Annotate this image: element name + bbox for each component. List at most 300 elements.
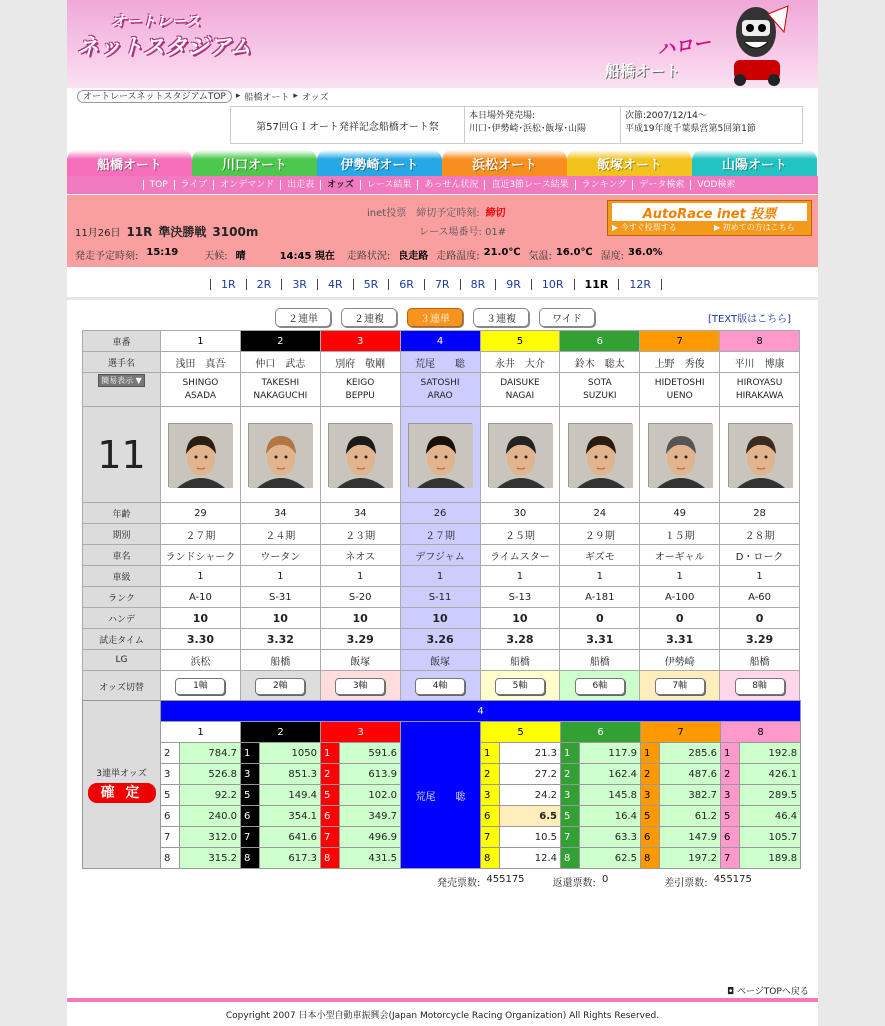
home-track: 伊勢崎 <box>640 650 720 671</box>
race-link-9[interactable]: 9R <box>495 279 531 290</box>
home-track: 船橋 <box>480 650 560 671</box>
event-title: 第57回ＧＩオート発祥記念船橋オート祭 <box>231 107 465 143</box>
menu-item-11[interactable]: VOD検索 <box>690 180 741 190</box>
odds-value[interactable]: 285.6 <box>660 743 721 764</box>
menu-item-2[interactable]: ライブ <box>174 180 213 190</box>
romaji-first: TAKESHI <box>261 377 300 388</box>
page-top-link[interactable] <box>727 984 809 997</box>
odds-third-car: 5 <box>241 785 260 806</box>
text-version-link[interactable]: [TEXT版はこちら] <box>708 314 792 325</box>
page-top-label[interactable]: ページTOPへ戻る <box>736 987 809 997</box>
bike-class: 1 <box>161 566 241 587</box>
row-trial <box>83 629 800 650</box>
odds-value[interactable]: 10.5 <box>500 827 561 848</box>
place-number <box>419 223 506 238</box>
place-label: レース場番号: <box>419 227 482 238</box>
menu-item-6[interactable]: レース結果 <box>360 180 418 190</box>
odds-value[interactable]: 526.8 <box>180 764 241 785</box>
romaji-last: HIRAKAWA <box>735 390 784 401</box>
odds-value[interactable]: 354.1 <box>260 806 321 827</box>
menu-item-9[interactable]: ランキング <box>575 180 633 190</box>
race-link-12[interactable]: 12R <box>618 279 662 290</box>
romaji-first: HIROYASU <box>736 377 783 388</box>
odds-third-car: 5 <box>321 785 340 806</box>
odds-third-car: 1 <box>721 743 740 764</box>
odds-third-car: 1 <box>481 743 500 764</box>
bike-name: デフジャム <box>400 545 480 566</box>
axis-button[interactable]: 1軸 <box>175 678 225 695</box>
axis-button[interactable]: 3軸 <box>335 678 385 695</box>
rider-photo-cell <box>640 407 720 503</box>
odds-side-label <box>83 701 161 869</box>
race-link-1[interactable]: 1R <box>210 279 246 290</box>
car-number: 7 <box>640 331 720 352</box>
odds-value[interactable]: 382.7 <box>660 785 721 806</box>
odds-value[interactable]: 349.7 <box>340 806 401 827</box>
rider-term: ２４期 <box>240 524 320 545</box>
race-link-3[interactable]: 3R <box>281 279 317 290</box>
odds-switch-cell <box>240 671 320 703</box>
odds-third-car: 8 <box>321 848 340 869</box>
axis-rider-name: 荒尾 聡 <box>415 791 466 803</box>
rider-name[interactable]: 浅田 真吾 <box>161 352 241 373</box>
axis-rider-cell <box>401 722 481 869</box>
home-track: 船橋 <box>560 650 640 671</box>
odds-value[interactable]: 431.5 <box>340 848 401 869</box>
rider-photo[interactable] <box>728 423 792 487</box>
car-number: 1 <box>161 331 241 352</box>
air-temp-label: 気温: <box>528 251 552 262</box>
race-distance: 3100m <box>212 225 259 239</box>
romaji-last: NAGAI <box>505 390 535 401</box>
menu-item-10[interactable]: データ検索 <box>632 180 690 190</box>
odds-third-car: 2 <box>161 743 180 764</box>
odds-value[interactable]: 27.2 <box>500 764 561 785</box>
odds-switch-cell <box>320 671 400 703</box>
rider-photo[interactable] <box>648 423 712 487</box>
tab-track-2[interactable]: 川口オート <box>192 150 317 176</box>
odds-value[interactable]: 145.8 <box>580 785 641 806</box>
tab-track-1[interactable]: 船橋オート <box>67 150 192 176</box>
rider-rank: S-31 <box>240 587 320 608</box>
odds-switch-cell <box>560 671 640 703</box>
odds-value[interactable]: 147.9 <box>660 827 721 848</box>
rider-romaji <box>240 373 320 407</box>
breadcrumb <box>77 89 329 103</box>
axis-number: 4 <box>161 701 801 722</box>
car-number: 3 <box>320 331 400 352</box>
odds-value[interactable]: 12.4 <box>500 848 561 869</box>
odds-value[interactable]: 92.2 <box>180 785 241 806</box>
trial-time: 3.26 <box>400 629 480 650</box>
sold-label: 発売票数: <box>437 878 481 889</box>
header-track-name: 船橋オート <box>605 62 681 80</box>
race-number: 11R <box>126 225 153 239</box>
bike-name: ウータン <box>240 545 320 566</box>
rider-rank: S-13 <box>480 587 560 608</box>
race-link-11[interactable]: 11R <box>574 279 619 290</box>
odds-switch-cell <box>400 671 480 703</box>
first-time-link[interactable]: ▶ 初めての方はこちら <box>714 223 795 232</box>
chevron-right-icon: ▸ <box>293 91 298 101</box>
rider-term: ２８期 <box>720 524 800 545</box>
romaji-last: BEPPU <box>345 390 375 401</box>
rider-photo[interactable] <box>328 423 392 487</box>
next-event-date: 次節:2007/12/14〜 <box>625 111 707 121</box>
handicap: 10 <box>240 608 320 629</box>
odds-value[interactable]: 16.4 <box>580 806 641 827</box>
odds-third-car: 1 <box>641 743 660 764</box>
trial-time: 3.32 <box>240 629 320 650</box>
rank-label: ランク <box>83 587 161 608</box>
odds-third-car: 7 <box>321 827 340 848</box>
tab-track-6[interactable]: 山陽オート <box>692 150 817 176</box>
inet-deadline <box>367 204 506 219</box>
display-select[interactable] <box>98 374 145 387</box>
divider <box>67 297 818 300</box>
home-track: 浜松 <box>161 650 241 671</box>
site-header <box>67 0 818 88</box>
odds-third-car: 3 <box>561 785 580 806</box>
odds-value[interactable]: 315.2 <box>180 848 241 869</box>
next-event-info <box>621 107 802 143</box>
bike-class: 1 <box>240 566 320 587</box>
odds-third-car: 6 <box>481 806 500 827</box>
rider-photo-cell <box>720 407 800 503</box>
menu-item-7[interactable]: あっせん状況 <box>417 180 484 190</box>
romaji-first: DAISUKE <box>500 377 540 388</box>
romaji-last: ASADA <box>184 390 216 401</box>
trial-time: 3.29 <box>320 629 400 650</box>
axis-button[interactable]: 6軸 <box>575 678 625 695</box>
car-number: 2 <box>240 331 320 352</box>
odds-col-header: 8 <box>721 722 801 743</box>
rider-photo[interactable] <box>408 423 472 487</box>
inet-banner[interactable] <box>607 200 812 236</box>
home-track: 飯塚 <box>400 650 480 671</box>
race-link-4[interactable]: 4R <box>317 279 353 290</box>
next-event-name: 平成19年度千葉県営第5回第1節 <box>625 124 756 134</box>
air-temp: 16.0℃ <box>555 247 593 258</box>
odds-third-car: 1 <box>241 743 260 764</box>
odds-value[interactable]: 117.9 <box>580 743 641 764</box>
odds-value[interactable]: 312.0 <box>180 827 241 848</box>
rider-name[interactable]: 別府 敬剛 <box>320 352 400 373</box>
odds-value[interactable]: 641.6 <box>260 827 321 848</box>
humidity: 36.0% <box>628 247 663 258</box>
rider-romaji <box>560 373 640 407</box>
vote-now-link[interactable]: ▶ 今すぐ投票する <box>612 223 677 232</box>
menu-item-4[interactable]: 出走表 <box>280 180 320 190</box>
rider-term: １５期 <box>640 524 720 545</box>
entry-table <box>82 330 800 703</box>
odds-third-car: 2 <box>641 764 660 785</box>
odds-value[interactable]: 149.4 <box>260 785 321 806</box>
odds-value[interactable]: 189.8 <box>740 848 801 869</box>
race-link-10[interactable]: 10R <box>531 279 574 290</box>
rider-label: 選手名 <box>83 352 161 373</box>
menu-item-1[interactable]: TOP <box>143 180 174 190</box>
odds-value[interactable]: 61.2 <box>660 806 721 827</box>
romaji-first: SOTA <box>587 377 612 388</box>
bike-class: 1 <box>560 566 640 587</box>
menu-item-8[interactable]: 直近3節レース結果 <box>484 180 574 190</box>
odds-col-header: 5 <box>481 722 561 743</box>
home-track: 船橋 <box>720 650 800 671</box>
odds-third-car: 6 <box>161 806 180 827</box>
row-handicap <box>83 608 800 629</box>
rider-name[interactable]: 仲口 武志 <box>240 352 320 373</box>
odds-switch-cell <box>480 671 560 703</box>
odds-value[interactable]: 162.4 <box>580 764 641 785</box>
odds-value[interactable]: 1050 <box>260 743 321 764</box>
odds-value[interactable]: 24.2 <box>500 785 561 806</box>
sold-count: 455175 <box>486 874 525 885</box>
odds-value[interactable]: 21.3 <box>500 743 561 764</box>
odds-col-header: 3 <box>321 722 401 743</box>
breadcrumb-home[interactable]: オートレースネットスタジアムTOP <box>77 90 232 103</box>
odds-value[interactable]: 63.3 <box>580 827 641 848</box>
lg-label: LG <box>83 650 161 671</box>
rider-term: ２５期 <box>480 524 560 545</box>
odds-value[interactable]: 46.4 <box>740 806 801 827</box>
tab-track-4[interactable]: 浜松オート <box>442 150 567 176</box>
row-bike <box>83 545 800 566</box>
site-logo[interactable]: ネットスタジアム <box>77 35 252 60</box>
row-term <box>83 524 800 545</box>
row-car <box>83 331 800 352</box>
axis-button[interactable]: 5軸 <box>495 678 545 695</box>
odds-third-car: 2 <box>721 764 740 785</box>
odds-col-header: 6 <box>561 722 641 743</box>
odds-third-car: 8 <box>161 848 180 869</box>
odds-third-car: 5 <box>561 806 580 827</box>
bet-type-button-2[interactable]: ２連複 <box>341 308 397 327</box>
odds-value[interactable]: 192.8 <box>740 743 801 764</box>
odds-value[interactable]: 784.7 <box>180 743 241 764</box>
odds-value[interactable]: 102.0 <box>340 785 401 806</box>
breadcrumb-track[interactable]: 船橋オート <box>244 92 290 103</box>
net-count: 455175 <box>713 874 752 885</box>
chevron-down-icon: ▼ <box>133 376 142 385</box>
bike-class: 1 <box>400 566 480 587</box>
romaji-first: SATOSHI <box>420 377 460 388</box>
rider-photo[interactable] <box>568 423 632 487</box>
odds-third-car: 1 <box>321 743 340 764</box>
bike-class: 1 <box>320 566 400 587</box>
odds-value[interactable]: 496.9 <box>340 827 401 848</box>
odds-third-car: 8 <box>561 848 580 869</box>
current-time: 14:45 現在 <box>279 251 335 262</box>
odds-third-car: 2 <box>481 764 500 785</box>
rider-rank: A-10 <box>161 587 241 608</box>
handicap: 10 <box>161 608 241 629</box>
car-number: 4 <box>400 331 480 352</box>
rider-romaji <box>320 373 400 407</box>
trial-time: 3.29 <box>720 629 800 650</box>
odds-value[interactable]: 591.6 <box>340 743 401 764</box>
rider-name[interactable]: 永井 大介 <box>480 352 560 373</box>
car-number: 5 <box>480 331 560 352</box>
humidity-label: 湿度: <box>600 251 624 262</box>
axis-button[interactable]: 8軸 <box>735 678 785 695</box>
race-link-5[interactable]: 5R <box>353 279 389 290</box>
odds-value[interactable]: 426.1 <box>740 764 801 785</box>
rider-age: 30 <box>480 503 560 524</box>
trial-time: 3.31 <box>560 629 640 650</box>
rider-term: ２９期 <box>560 524 640 545</box>
place-value: 01# <box>485 227 507 238</box>
page <box>67 0 818 1026</box>
venue-list: 川口･伊勢崎･浜松･飯塚･山陽 <box>469 124 587 134</box>
odds-third-car: 3 <box>641 785 660 806</box>
odds-third-car: 7 <box>721 848 740 869</box>
rider-romaji <box>480 373 560 407</box>
menu-item-3[interactable]: オンデマンド <box>213 180 280 190</box>
bet-type-buttons <box>275 308 595 327</box>
odds-value[interactable]: 6.5 <box>500 806 561 827</box>
rider-rank: S-11 <box>400 587 480 608</box>
rider-photo-cell <box>320 407 400 503</box>
odds-value[interactable]: 105.7 <box>740 827 801 848</box>
row-rank <box>83 587 800 608</box>
odds-third-car: 7 <box>241 827 260 848</box>
bet-type-button-4[interactable]: ３連複 <box>473 308 529 327</box>
odds-col-header: 2 <box>241 722 321 743</box>
odds-third-car: 7 <box>481 827 500 848</box>
inet-status: 締切 <box>485 208 506 219</box>
odds-col-header-row <box>83 722 801 743</box>
trial-time: 3.30 <box>161 629 241 650</box>
rider-romaji <box>161 373 241 407</box>
bike-name: ギズモ <box>560 545 640 566</box>
bike-name: ライムスター <box>480 545 560 566</box>
race-number-cell: 11 <box>83 407 161 503</box>
rider-name[interactable]: 平川 博康 <box>720 352 800 373</box>
race-link-8[interactable]: 8R <box>460 279 496 290</box>
rider-name[interactable]: 荒尾 聡 <box>400 352 480 373</box>
bike-name: ネオス <box>320 545 400 566</box>
axis-button[interactable]: 2軸 <box>255 678 305 695</box>
odds-value[interactable]: 197.2 <box>660 848 721 869</box>
handicap: 0 <box>560 608 640 629</box>
handicap: 10 <box>320 608 400 629</box>
odds-third-car: 5 <box>161 785 180 806</box>
odds-value[interactable]: 62.5 <box>580 848 641 869</box>
odds-value[interactable]: 617.3 <box>260 848 321 869</box>
bike-class: 1 <box>480 566 560 587</box>
greeting-text: ハロー <box>656 32 713 61</box>
odds-third-car: 8 <box>481 848 500 869</box>
home-track: 船橋 <box>240 650 320 671</box>
bet-type-button-5[interactable]: ワイド <box>539 308 595 327</box>
odds-value[interactable]: 851.3 <box>260 764 321 785</box>
odds-third-car: 7 <box>561 827 580 848</box>
odds-third-car: 6 <box>321 806 340 827</box>
odds-switch-cell <box>720 671 800 703</box>
race-link-2[interactable]: 2R <box>246 279 282 290</box>
rider-age: 28 <box>720 503 800 524</box>
romaji-last: NAKAGUCHI <box>253 390 308 401</box>
odds-switch-cell <box>161 671 241 703</box>
romaji-first: SHINGO <box>182 377 219 388</box>
row-age <box>83 503 800 524</box>
rider-photo[interactable] <box>488 423 552 487</box>
odds-switch-cell <box>640 671 720 703</box>
rider-photo[interactable] <box>168 423 232 487</box>
race-name: 準決勝戦 <box>158 225 207 239</box>
rider-romaji <box>400 373 480 407</box>
sub-menu <box>67 176 818 194</box>
axis-button[interactable]: 7軸 <box>655 678 705 695</box>
weather: 晴 <box>235 251 246 262</box>
class-label: 車級 <box>83 566 161 587</box>
tab-track-3[interactable]: 伊勢崎オート <box>317 150 442 176</box>
logo-subtitle: オートレース <box>111 12 201 30</box>
odds-value[interactable]: 240.0 <box>180 806 241 827</box>
odds-col-header: 7 <box>641 722 721 743</box>
rider-name[interactable]: 上野 秀俊 <box>640 352 720 373</box>
returned-count: 0 <box>601 874 609 885</box>
odds-value[interactable]: 289.5 <box>740 785 801 806</box>
weather-label: 天候: <box>204 251 228 262</box>
odds-axis-row <box>83 701 801 722</box>
row-switch <box>83 671 800 703</box>
menu-item-5[interactable]: オッズ <box>320 180 360 190</box>
inet-label: inet投票 締切予定時刻: <box>367 208 480 219</box>
bet-type-button-1[interactable]: ２連単 <box>275 308 331 327</box>
venue-info <box>465 107 621 143</box>
romaji-first: KEIGO <box>346 377 375 388</box>
axis-button[interactable]: 4軸 <box>415 678 465 695</box>
odds-third-car: 3 <box>161 764 180 785</box>
net-label: 差引票数: <box>664 878 708 889</box>
start-time: 15:19 <box>146 247 179 258</box>
race-link-6[interactable]: 6R <box>388 279 424 290</box>
rider-name[interactable]: 鈴木 聡太 <box>560 352 640 373</box>
tab-track-5[interactable]: 飯塚オート <box>567 150 692 176</box>
odds-third-car: 3 <box>241 764 260 785</box>
bike-class: 1 <box>640 566 720 587</box>
odds-third-car: 3 <box>721 785 740 806</box>
event-info-box <box>230 106 803 144</box>
rider-rank: S-20 <box>320 587 400 608</box>
rider-photo-cell <box>161 407 241 503</box>
row-rider <box>83 352 800 373</box>
bet-type-button-3[interactable]: ３連単 <box>407 308 463 327</box>
track-condition: 良走路 <box>398 251 429 262</box>
bike-name: D・ローク <box>720 545 800 566</box>
rider-age: 49 <box>640 503 720 524</box>
copyright: Copyright 2007 日本小型自動車振興会(Japan Motorcycle Racing Organization) All Rights Reserved. <box>225 1011 660 1021</box>
romaji-first: HIDETOSHI <box>654 377 705 388</box>
rider-age: 34 <box>320 503 400 524</box>
race-link-7[interactable]: 7R <box>424 279 460 290</box>
odds-value[interactable]: 487.6 <box>660 764 721 785</box>
rider-romaji <box>720 373 800 407</box>
rider-term: ２７期 <box>161 524 241 545</box>
handicap: 0 <box>640 608 720 629</box>
odds-value[interactable]: 613.9 <box>340 764 401 785</box>
rider-photo[interactable] <box>248 423 312 487</box>
track-tabs <box>67 150 818 176</box>
odds-third-car: 8 <box>241 848 260 869</box>
chevron-right-icon: ▸ <box>235 91 241 101</box>
inet-banner-title[interactable]: AutoRace inet 投票 <box>612 203 807 221</box>
romaji-last: SUZUKI <box>583 390 617 401</box>
race-date: 11月26日 <box>75 228 121 239</box>
rider-term: ２７期 <box>400 524 480 545</box>
